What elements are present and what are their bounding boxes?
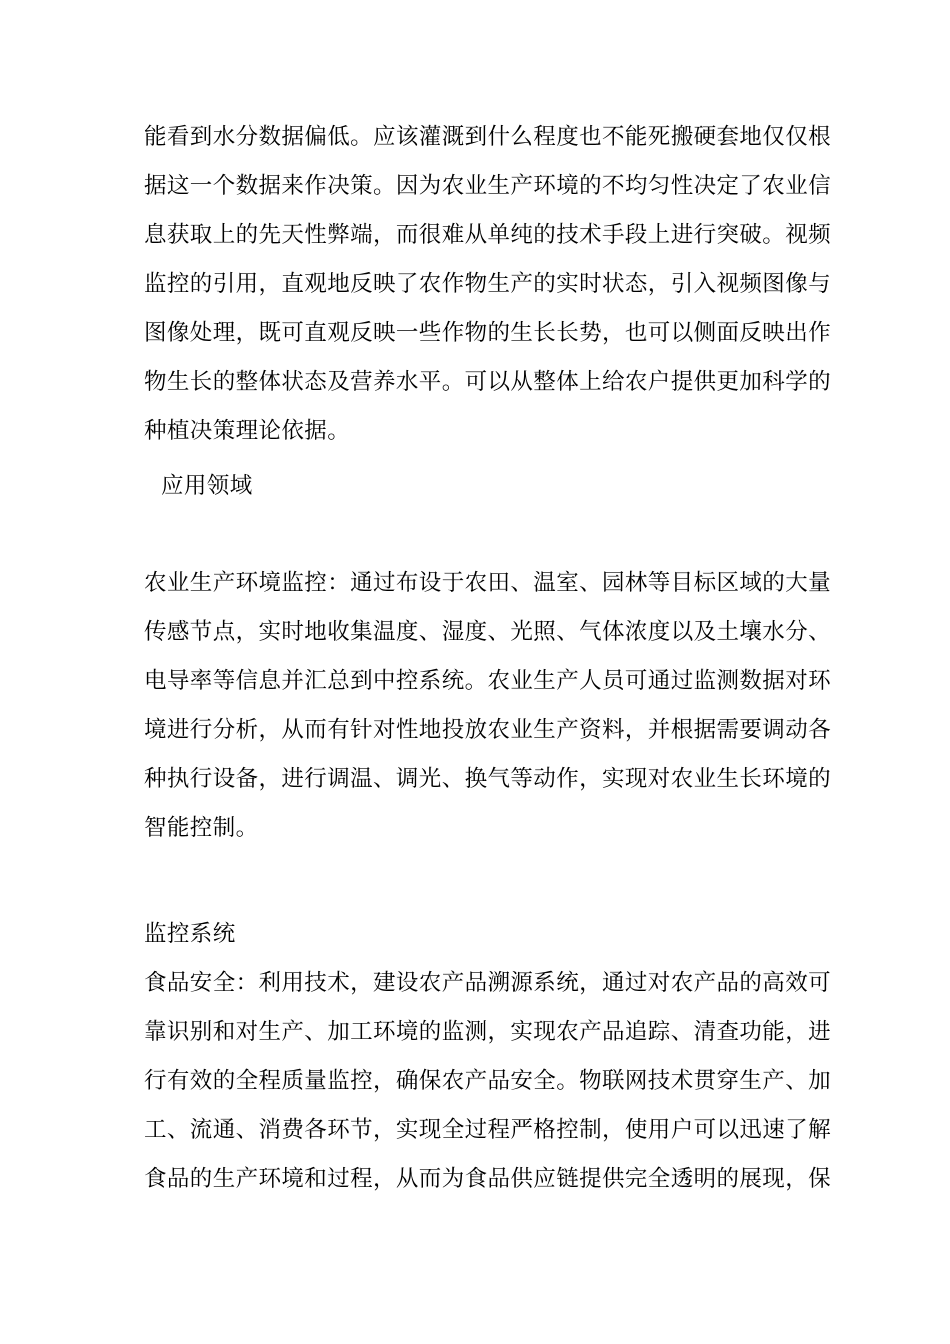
paragraph-line: 工、流通、消费各环节，实现全过程严格控制，使用户可以迅速了解 bbox=[144, 1117, 832, 1143]
section-heading-application: 应用领域 bbox=[161, 473, 253, 499]
paragraph-line: 食品的生产环境和过程，从而为食品供应链提供完全透明的展现，保 bbox=[144, 1166, 832, 1192]
paragraph-line: 图像处理，既可直观反映一些作物的生长长势，也可以侧面反映出作 bbox=[144, 320, 832, 346]
paragraph-line: 智能控制。 bbox=[144, 815, 259, 841]
paragraph-line: 监控的引用，直观地反映了农作物生产的实时状态，引入视频图像与 bbox=[144, 271, 832, 297]
paragraph-line: 境进行分析，从而有针对性地投放农业生产资料，并根据需要调动各 bbox=[144, 717, 832, 743]
paragraph-line: 传感节点，实时地收集温度、湿度、光照、气体浓度以及土壤水分、 bbox=[144, 619, 832, 645]
paragraph-line: 行有效的全程质量监控，确保农产品安全。物联网技术贯穿生产、加 bbox=[144, 1068, 832, 1094]
section-heading-monitoring-system: 监控系统 bbox=[144, 921, 236, 947]
paragraph-line: 农业生产环境监控：通过布设于农田、温室、园林等目标区域的大量 bbox=[144, 570, 832, 596]
paragraph-line: 据这一个数据来作决策。因为农业生产环境的不均匀性决定了农业信 bbox=[144, 173, 832, 199]
paragraph-line: 靠识别和对生产、加工环境的监测，实现农产品追踪、清查功能，进 bbox=[144, 1019, 832, 1045]
paragraph-line: 电导率等信息并汇总到中控系统。农业生产人员可通过监测数据对环 bbox=[144, 668, 832, 694]
paragraph-line: 食品安全：利用技术，建设农产品溯源系统，通过对农产品的高效可 bbox=[144, 970, 832, 996]
paragraph-line: 种植决策理论依据。 bbox=[144, 418, 351, 444]
paragraph-line: 种执行设备，进行调温、调光、换气等动作，实现对农业生长环境的 bbox=[144, 766, 832, 792]
paragraph-line: 能看到水分数据偏低。应该灌溉到什么程度也不能死搬硬套地仅仅根 bbox=[144, 124, 832, 150]
paragraph-line: 物生长的整体状态及营养水平。可以从整体上给农户提供更加科学的 bbox=[144, 369, 832, 395]
paragraph-line: 息获取上的先天性弊端，而很难从单纯的技术手段上进行突破。视频 bbox=[144, 222, 832, 248]
